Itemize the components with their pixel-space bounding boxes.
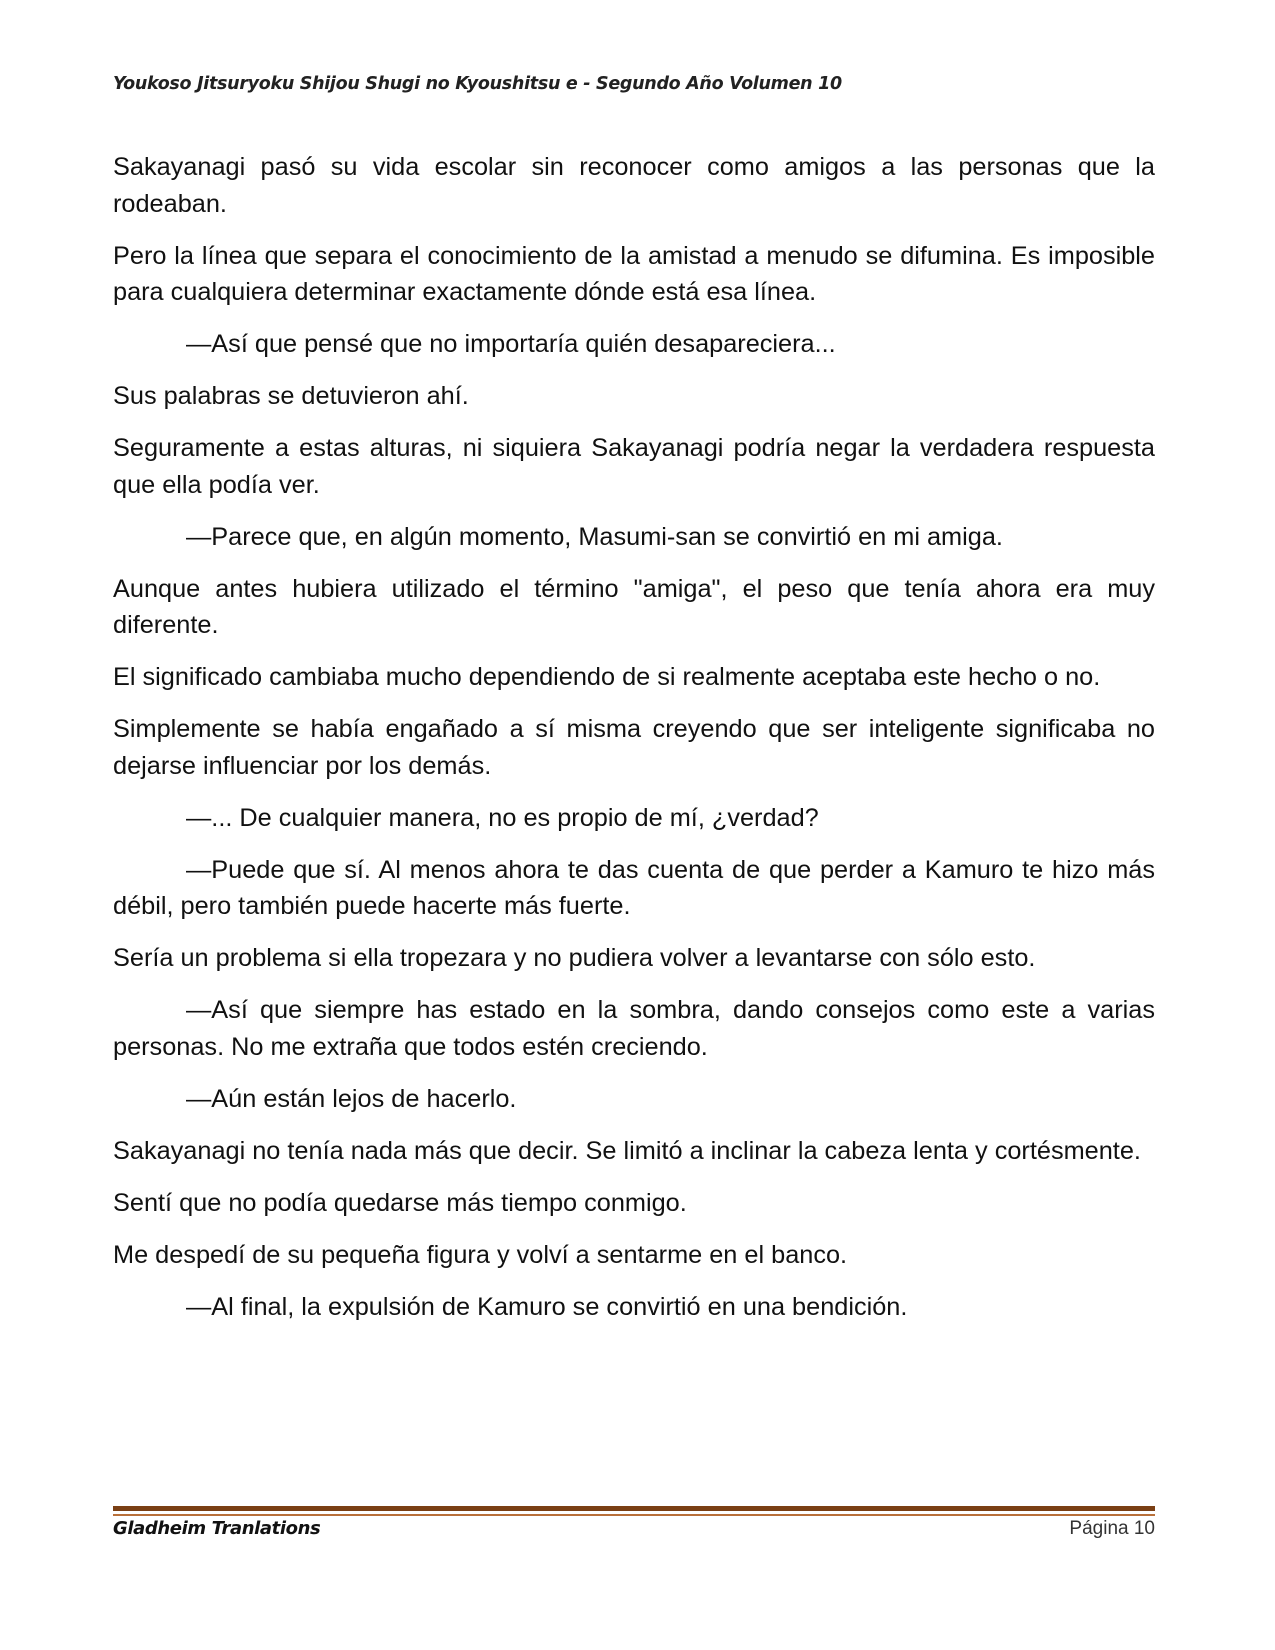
page-number: Página 10 (1069, 1518, 1155, 1539)
running-header: Youkoso Jitsuryoku Shijou Shugi no Kyoushitsu e - Segundo Año Volumen 10 (113, 74, 842, 94)
footer-publisher: Gladheim Tranlations (113, 1518, 321, 1539)
page-body (113, 149, 1155, 1341)
dialogue-paragraph: —Aún están lejos de hacerlo. (186, 1084, 517, 1113)
narration-paragraph: El significado cambiaba mucho dependiendo de si realmente aceptaba este hecho o no. (113, 663, 1101, 691)
narration-paragraph: Aunque antes hubiera utilizado el término "amiga", el peso que tenía ahora era muy diferente. (113, 574, 1155, 639)
narration-paragraph: Pero la línea que separa el conocimiento de la amistad a menudo se difumina. Es imposible para cualquiera determinar exactamente dónde está esa línea. (113, 241, 1155, 306)
narration-paragraph: Seguramente a estas alturas, ni siquiera Sakayanagi podría negar la verdadera respuesta que ella podía ver. (113, 434, 1155, 499)
dialogue-paragraph: —... De cualquier manera, no es propio de mí, ¿verdad? (186, 803, 819, 832)
narration-paragraph: Sería un problema si ella tropezara y no pudiera volver a levantarse con sólo esto. (113, 944, 1036, 972)
narration-paragraph: Simplemente se había engañado a sí misma creyendo que ser inteligente significaba no dejarse influenciar por los demás. (113, 715, 1155, 780)
dialogue-paragraph: —Al final, la expulsión de Kamuro se convirtió en una bendición. (186, 1292, 908, 1321)
narration-paragraph: Sentí que no podía quedarse más tiempo conmigo. (113, 1188, 687, 1217)
dialogue-paragraph: —Así que siempre has estado en la sombra, dando consejos como este a varias personas. No me extraña que todos estén creciendo. (113, 996, 1155, 1061)
narration-paragraph: Me despedí de su pequeña figura y volví a sentarme en el banco. (113, 1240, 848, 1269)
narration-paragraph: Sakayanagi pasó su vida escolar sin reconocer como amigos a las personas que la rodeaban. (113, 153, 1155, 218)
dialogue-paragraph: —Parece que, en algún momento, Masumi-san se convirtió en mi amiga. (186, 522, 1003, 551)
footer-divider-thin (113, 1514, 1155, 1516)
narration-paragraph: Sakayanagi no tenía nada más que decir. Se limitó a inclinar la cabeza lenta y cortésmente. (113, 1136, 1141, 1165)
footer-divider (113, 1506, 1155, 1511)
dialogue-paragraph: —Puede que sí. Al menos ahora te das cuenta de que perder a Kamuro te hizo más débil, pero también puede hacerte más fuerte. (113, 855, 1155, 920)
dialogue-paragraph: —Así que pensé que no importaría quién desapareciera... (186, 330, 836, 358)
narration-paragraph: Sus palabras se detuvieron ahí. (113, 382, 469, 410)
